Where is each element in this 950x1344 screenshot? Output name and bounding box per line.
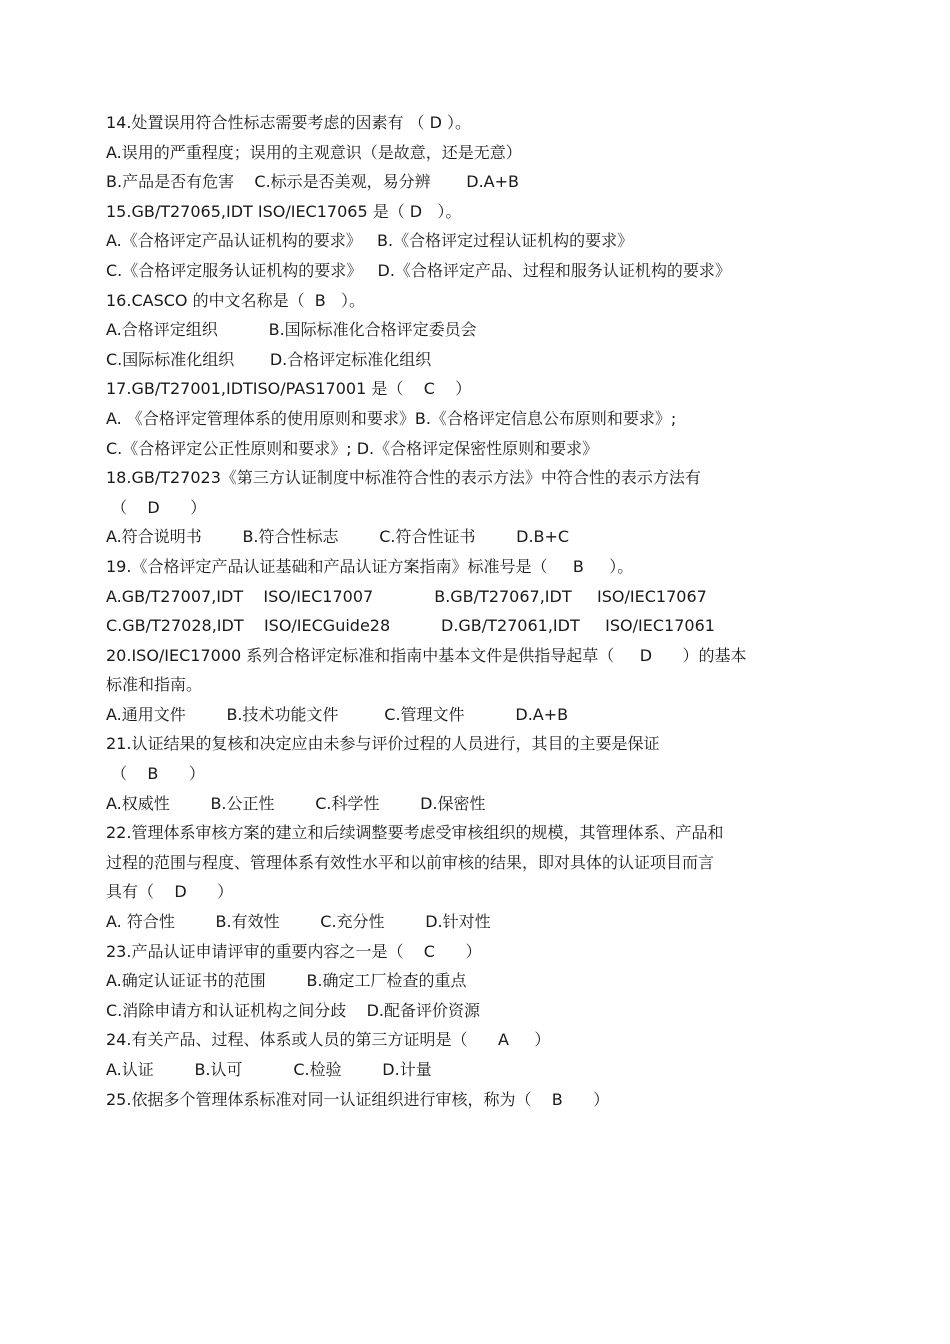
text-line: A.误用的严重程度；误用的主观意识（是故意，还是无意） (106, 142, 522, 162)
text-line: A.《合格评定产品认证机构的要求》 B.《合格评定过程认证机构的要求》 (106, 231, 634, 251)
text-line: A.合格评定组织 B.国际标准化合格评定委员会 (106, 320, 477, 340)
text-line: C.《合格评定服务认证机构的要求》 D.《合格评定产品、过程和服务认证机构的要求》 (106, 260, 731, 280)
text-line: 23.产品认证申请评审的重要内容之一是（ C ） (106, 941, 482, 961)
question-list (106, 108, 796, 1114)
text-line: A.权威性 B.公正性 C.科学性 D.保密性 (106, 793, 486, 813)
text-line: 17.GB/T27001,IDTISO/PAS17001 是（ C ） (106, 379, 472, 399)
text-line: 24.有关产品、过程、体系或人员的第三方证明是（ A ） (106, 1030, 551, 1050)
text-line: （ B ） (106, 764, 205, 784)
text-line: 16.CASCO 的中文名称是（ B ）。 (106, 290, 365, 310)
text-line: 过程的范围与程度、管理体系有效性水平和以前审核的结果，即对具体的认证项目而言 (106, 852, 715, 872)
text-line: 15.GB/T27065,IDT ISO/IEC17065 是（ D ）。 (106, 201, 462, 221)
text-line: A.确定认证证书的范围 B.确定工厂检查的重点 (106, 971, 467, 991)
text-line: 25.依据多个管理体系标准对同一认证组织进行审核，称为（ B ） (106, 1089, 610, 1109)
text-line: A.GB/T27007,IDT ISO/IEC17007 B.GB/T27067,IDT ISO/IEC17067 (106, 586, 707, 606)
text-line: A.符合说明书 B.符合性标志 C.符合性证书 D.B+C (106, 527, 570, 547)
text-line: C.国际标准化组织 D.合格评定标准化组织 (106, 349, 432, 369)
text-line: 19.《合格评定产品认证基础和产品认证方案指南》标准号是（ B ）。 (106, 556, 634, 576)
text-line: A. 《合格评定管理体系的使用原则和要求》B.《合格评定信息公布原则和要求》; (106, 408, 677, 428)
text-line: 14.处置误用符合性标志需要考虑的因素有 （ D ）。 (106, 113, 472, 132)
text-line: 18.GB/T27023《第三方认证制度中标准符合性的表示方法》中符合性的表示方法有 (106, 468, 701, 488)
text-line: 22.管理体系审核方案的建立和后续调整要考虑受审核组织的规模，其管理体系、产品和 (106, 823, 724, 843)
text-line: C.GB/T27028,IDT ISO/IECGuide28 D.GB/T27061,IDT ISO/IEC17061 (106, 616, 715, 636)
text-line: C.《合格评定公正性原则和要求》; D.《合格评定保密性原则和要求》 (106, 438, 599, 458)
text-line: C.消除申请方和认证机构之间分歧 D.配备评价资源 (106, 1000, 481, 1020)
text-line: A. 符合性 B.有效性 C.充分性 D.针对性 (106, 912, 491, 932)
text-line: （ D ） (106, 497, 207, 517)
text-line: A.认证 B.认可 C.检验 D.计量 (106, 1060, 432, 1079)
text-line: 21.认证结果的复核和决定应由未参与评价过程的人员进行，其目的主要是保证 (106, 734, 660, 754)
text-line: A.通用文件 B.技术功能文件 C.管理文件 D.A+B (106, 704, 569, 724)
text-line: 具有（ D ） (106, 882, 234, 902)
text-line: B.产品是否有危害 C.标示是否美观，易分辨 D.A+B (106, 172, 520, 192)
text-line: 标准和指南。 (106, 675, 203, 695)
text-line: 20.ISO/IEC17000 系列合格评定标准和指南中基本文件是供指导起草（ D ）的基本 (106, 645, 747, 665)
